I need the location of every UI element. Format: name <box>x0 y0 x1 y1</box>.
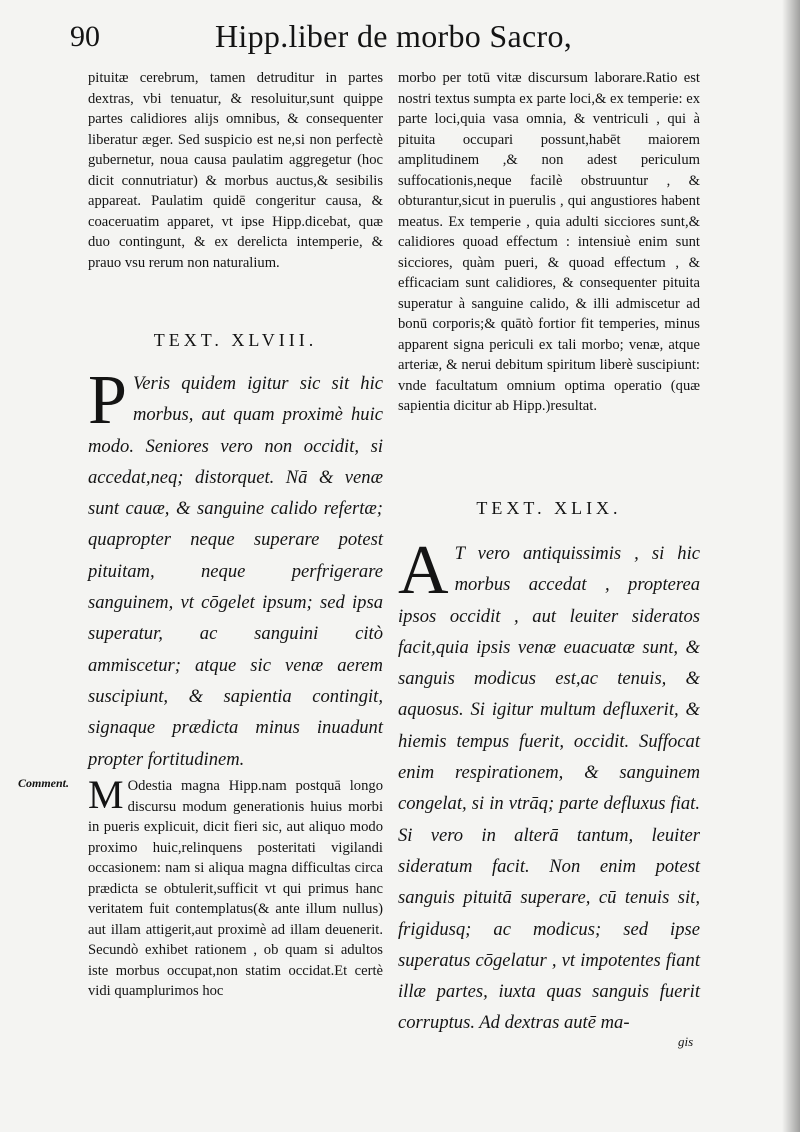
hippocrates-text-48 <box>88 362 383 770</box>
page-edge-shadow <box>782 0 800 1132</box>
paragraph-text: pituitæ cerebrum, tamen detruditur in partes dextras, vbi tenuatur, & resoluitur,sunt quippe partes calidiores alijs omnibus, & consequenter liberatur æger. Sed suspicio est ne,si non perfectè gubernetur, noua causa paulatim aggregetur (hoc dicit connutriatur) & morbus auctus,& sesibilis appareat. Paulatim quidē congeritur causa, & coaceruatim apparet, vt ipse Hipp.dicebat, quæ duo contingunt, & ex derelicta intemperie, & prauo vsu rerum non naturalium. <box>88 70 383 271</box>
drop-cap: A <box>398 532 449 609</box>
page-number: 90 <box>70 20 100 53</box>
commentary-text: Odestia magna Hipp.nam postquā longo discursu modum generationis huius morbi in pueris explicuit, dicit fieri sic, aut aliquo modo proximo huic,relinquens posteritati vigilandi occasionem: nam si aliqua magna difficultas circa prædicta se obtulerit,sufficit vt qui primus hanc veritatem fuit contemplatus(& ante illum nullus) aut illam attigerit,aut proximè ad illam deuenerit. Secundò exhibet rationem , ob quam si adultos iste morbus occupat,non statim occidat.Et certè vidi quamplurimos hoc <box>88 778 383 999</box>
commentary-paragraph <box>88 772 383 1036</box>
text-48-body: Veris quidem igitur sic sit hic morbus, aut quam proximè huic modo. Seniores vero non occidit, si accedat,neq; distorquet. Nā & venæ sunt cauæ, & sanguine calido refertæ; quapropter neque superare potest pituitam, neque perfrigerare sanguinem, vt cōgelet ipsum; sed ipsa superatur, ac sanguini citò ammiscetur; atque sic venæ aerem suscipiunt, & sapientia contingit, signaque prædicta minus inuadunt propter fortitudinem. <box>88 373 383 770</box>
drop-cap: P <box>88 362 127 439</box>
text-49-body: T vero antiquissimis , si hic morbus accedat , propterea ipsos occidit , aut leuiter sideratos facit,quia ipsis venæ euacuatæ sunt, & sanguis modicus est,ac tenuis, & aquosus. Si igitur multum defluxerit, & hiemis tempus fuerit, occidit. Suffocat enim respirationem, & sanguinem congelat, si in vtrāq; parte defluxus fiat. Si vero in alterā tantum, leuiter sideratum facit. Non enim potest sanguis pituitā superare, cū tenuis sit, frigidusq; ac modicus; sed ipse superatus cōgelatur , vt impotentes fiant illæ partes, iuxta quas sanguis fuerit corruptus. Ad dextras autē ma- <box>398 543 700 1034</box>
hippocrates-text-49 <box>398 532 700 1038</box>
section-heading-48: TEXT. XLVIII. <box>153 330 318 350</box>
drop-cap: M <box>88 772 124 817</box>
right-opening-paragraph <box>398 68 700 478</box>
paragraph-text: morbo per totū vitæ discursum laborare.Ratio est nostri textus sumpta ex parte loci,& ex temperie: ex parte loci,quia vasa omnia, & ventriculi , qui à pituita occupari possunt,habēt maiorem amplitudinem ,& non adest periculum suffocationis,neque facilè obstruuntur , & obturantur,sicut in puerulis , qui angustiores habent meatus. Ex temperie , quia adulti sicciores sunt,& calidiores quoad effectum : intensiuè enim sunt sicciores, quàm pueri, & quoad effectum , & efficaciam sunt calidiores, & consequenter pituita superatur à sanguine calido, & illi admiscetur ad bonū corporis;& quātò fortior fit temperies, minus apparent signa periculi ex tali morbo; venæ, atque arteriæ, & nerui debitum spiritum liberè suscipiunt: vnde facultatum omnium optima operatio (quæ sapientia dicitur ab Hipp.)resultat. <box>398 70 700 414</box>
margin-note-comment: Comment. <box>18 776 70 790</box>
section-heading-49: TEXT. XLIX. <box>476 498 622 518</box>
catchword: gis <box>678 1034 694 1049</box>
left-opening-paragraph <box>88 68 383 308</box>
running-title: Hipp.liber de morbo Sacro, <box>215 18 573 54</box>
page-header <box>70 18 770 68</box>
